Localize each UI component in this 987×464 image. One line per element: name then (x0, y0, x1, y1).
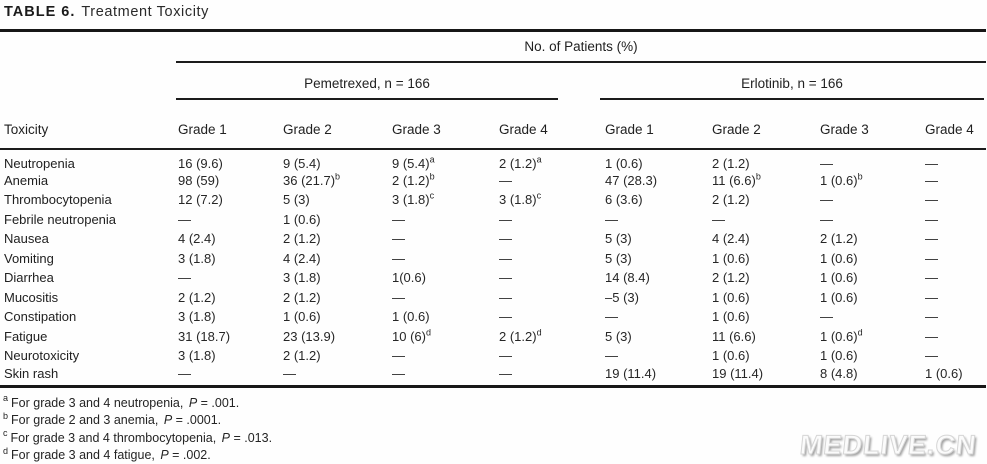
value-cell: — (925, 250, 938, 266)
value-cell: 9 (5.4) (283, 155, 321, 171)
value-cell: — (499, 309, 512, 325)
table-row (0, 327, 986, 347)
value-cell: — (925, 309, 938, 325)
table-number: TABLE 6. (4, 4, 76, 20)
footnote-marker: d (3, 445, 9, 456)
value-cell: — (925, 211, 938, 227)
value-cell: 31 (18.7) (178, 328, 231, 344)
spanner-row (0, 31, 986, 62)
value-cell: 3 $(1.8)^c$ (499, 190, 542, 208)
value-cell: 23 (13.9) (283, 328, 336, 344)
value-cell: 2 (1.2) (283, 231, 321, 247)
table-row (0, 288, 986, 308)
value-cell: 10 $(6)^d$ (392, 327, 431, 344)
table-row (0, 171, 986, 191)
value-cell: 1 (0.6) (820, 348, 858, 364)
value-cell: 1 (0.6) (712, 289, 750, 305)
value-cell: 12 (7.2) (178, 192, 223, 208)
footnote-marker: b (857, 171, 863, 182)
table-row (0, 149, 986, 171)
footnote: $^a$ For grade 3 and 4 neutropenia, P = .001. (3, 393, 240, 410)
column-header-erl-grade3: Grade 3 (818, 100, 923, 149)
value-cell: 3 $(1.8)^c$ (392, 190, 435, 208)
table-row (0, 366, 986, 387)
table-row (0, 210, 986, 230)
value-cell: 9 $(5.4)^a$ (392, 154, 435, 171)
value-cell: — (605, 348, 618, 364)
toxicity-label: Diarrhea (4, 270, 54, 286)
footnote-marker: a (536, 154, 542, 165)
table-row (0, 307, 986, 327)
value-cell: — (499, 348, 512, 364)
table-row (0, 268, 986, 288)
p-value-symbol: P (188, 395, 198, 410)
value-cell: 2 (1.2) (712, 192, 750, 208)
toxicity-table (0, 29, 986, 388)
footnote: $^c$ For grade 3 and 4 thrombocytopenia, P = .013. (3, 428, 273, 445)
footnote: $^d$ For grade 3 and 4 fatigue, P = .002. (3, 445, 211, 462)
value-cell: — (925, 155, 938, 171)
value-cell: — (820, 211, 833, 227)
footnote-marker: d (857, 327, 863, 338)
table-row (0, 249, 986, 269)
value-cell: — (178, 270, 191, 286)
value-cell: — (392, 289, 405, 305)
value-cell: 1 (0.6) (712, 348, 750, 364)
spanner-no-of-patients: No. of Patients (%) (176, 31, 986, 62)
value-cell: 3 (1.8) (178, 348, 216, 364)
value-cell: — (712, 211, 725, 227)
value-cell: — (605, 211, 618, 227)
value-cell: — (925, 231, 938, 247)
value-cell: — (392, 211, 405, 227)
value-cell: 11 $(6.6)^b$ (712, 171, 761, 188)
toxicity-label: Mucositis (4, 289, 59, 305)
value-cell: 1 (0.6) (283, 309, 321, 325)
group-pemetrexed-label: Pemetrexed, n = 166 (176, 66, 558, 100)
value-cell: — (499, 211, 512, 227)
value-cell: — (392, 348, 405, 364)
value-cell: 3 (1.8) (178, 250, 216, 266)
value-cell: 3 (1.8) (283, 270, 321, 286)
toxicity-label: Skin rash (4, 365, 59, 381)
value-cell: 5 (3) (283, 192, 310, 208)
footnote-marker: a (3, 393, 9, 404)
footnote-marker: c (536, 190, 542, 201)
value-cell: 2 $(1.2)^b$ (392, 171, 435, 188)
value-cell: 2 $(1.2)^d$ (499, 327, 542, 344)
table-row (0, 229, 986, 249)
toxicity-label: Nausea (4, 231, 49, 247)
footnote-marker: b (3, 410, 9, 421)
value-cell: — (499, 172, 512, 188)
value-cell: 1 (0.6) (712, 309, 750, 325)
value-cell: 2 (1.2) (712, 270, 750, 286)
value-cell: — (925, 270, 938, 286)
value-cell: 1 (0.6) (820, 289, 858, 305)
group-erlotinib-label: Erlotinib, n = 166 (600, 66, 984, 100)
column-header-erl-grade2: Grade 2 (710, 100, 818, 149)
toxicity-label: Neutropenia (4, 155, 75, 171)
value-cell: — (499, 250, 512, 266)
group-erlotinib (603, 62, 986, 100)
p-value-symbol: P (163, 413, 173, 427)
toxicity-label: Febrile neutropenia (4, 211, 117, 227)
footnote-marker: b (429, 171, 435, 182)
value-cell: 4 (2.4) (712, 231, 750, 247)
value-cell: 19 (11.4) (605, 365, 657, 381)
table-row (0, 190, 986, 210)
value-cell: 1 $(0.6)^b$ (820, 171, 863, 188)
table-row (0, 346, 986, 366)
column-header-pem-grade4: Grade 4 (497, 100, 603, 149)
footnote-marker: b (755, 171, 761, 182)
value-cell: 3 (1.8) (178, 309, 216, 325)
value-cell: — (392, 250, 405, 266)
value-cell: 4 (2.4) (283, 250, 321, 266)
value-cell: 8 (4.8) (820, 365, 858, 381)
value-cell: 1 (0.6) (820, 270, 858, 286)
value-cell: — (392, 231, 405, 247)
medlive-watermark: MEDLIVE.CN (798, 430, 979, 460)
toxicity-label: Vomiting (4, 250, 54, 266)
group-spacer (0, 62, 176, 100)
p-value-symbol: P (160, 448, 169, 462)
column-header-row (0, 100, 986, 149)
value-cell: — (283, 365, 296, 381)
value-cell: — (820, 155, 833, 171)
value-cell: 1 (0.6) (925, 365, 963, 381)
value-cell: — (499, 289, 512, 305)
value-cell: –5 (3) (605, 289, 639, 305)
value-cell: — (925, 348, 938, 364)
column-header-pem-grade1: Grade 1 (176, 100, 281, 149)
value-cell: 98 (59) (178, 172, 220, 188)
value-cell: — (499, 270, 512, 286)
toxicity-label: Constipation (4, 309, 77, 325)
value-cell: 1(0.6) (392, 270, 426, 286)
value-cell: — (925, 289, 938, 305)
value-cell: 4 (2.4) (178, 231, 216, 247)
column-header-pem-grade2: Grade 2 (281, 100, 390, 149)
column-header-pem-grade3: Grade 3 (390, 100, 497, 149)
value-cell: 6 (3.6) (605, 192, 643, 208)
value-cell: 1 (0.6) (605, 155, 643, 171)
footnote-marker: a (429, 154, 435, 165)
table-title (0, 0, 987, 20)
toxicity-label: Neurotoxicity (4, 348, 80, 364)
value-cell: 1 (0.6) (283, 211, 321, 227)
value-cell: 2 (1.2) (283, 289, 321, 305)
value-cell: — (925, 192, 938, 208)
value-cell: 5 (3) (605, 250, 632, 266)
value-cell: — (925, 328, 938, 344)
value-cell: — (392, 365, 405, 381)
footnote-marker: c (429, 190, 435, 201)
footnote-marker: b (335, 171, 341, 182)
group-pemetrexed (176, 62, 603, 100)
footnote-marker: c (3, 428, 8, 439)
footnote-marker: d (425, 327, 431, 338)
value-cell: 11 (6.6) (712, 328, 756, 344)
value-cell: 2 (1.2) (283, 348, 321, 364)
value-cell: 2 (1.2) (178, 289, 216, 305)
value-cell: — (605, 309, 618, 325)
value-cell: 5 (3) (605, 231, 632, 247)
value-cell: 1 (0.6) (712, 250, 750, 266)
column-header-toxicity: Toxicity (0, 100, 176, 149)
footnote-marker: d (536, 327, 542, 338)
value-cell: — (925, 172, 938, 188)
toxicity-label: Thrombocytopenia (4, 192, 112, 208)
toxicity-label: Fatigue (4, 328, 48, 344)
value-cell: 2 (1.2) (820, 231, 858, 247)
value-cell: 16 (9.6) (178, 155, 223, 171)
value-cell: 2 (1.2) (712, 155, 750, 171)
value-cell: — (820, 192, 833, 208)
value-cell: 2 $(1.2)^a$ (499, 154, 542, 171)
group-row (0, 62, 986, 100)
toxicity-label: Anemia (4, 172, 49, 188)
value-cell: — (820, 309, 833, 325)
value-cell: 1 (0.6) (392, 309, 430, 325)
value-cell: — (499, 231, 512, 247)
table-body (0, 149, 986, 387)
p-value-symbol: P (221, 430, 230, 445)
value-cell: — (178, 365, 191, 381)
value-cell: 36 $(21.7)^b$ (283, 171, 341, 188)
footnote: $^b$ For grade 2 and 3 anemia, P = .0001. (3, 410, 222, 427)
table-caption: Treatment Toxicity (81, 4, 210, 20)
value-cell: — (499, 365, 512, 381)
value-cell: 1 (0.6) (820, 250, 858, 266)
value-cell: 47 (28.3) (605, 172, 658, 188)
column-header-erl-grade4: Grade 4 (923, 100, 986, 149)
spanner-spacer (0, 31, 176, 62)
column-header-erl-grade1: Grade 1 (603, 100, 710, 149)
value-cell: 14 (8.4) (605, 270, 650, 286)
value-cell: 1 $(0.6)^d$ (820, 327, 863, 344)
value-cell: 5 (3) (605, 328, 632, 344)
value-cell: — (178, 211, 191, 227)
value-cell: 19 (11.4) (712, 365, 764, 381)
